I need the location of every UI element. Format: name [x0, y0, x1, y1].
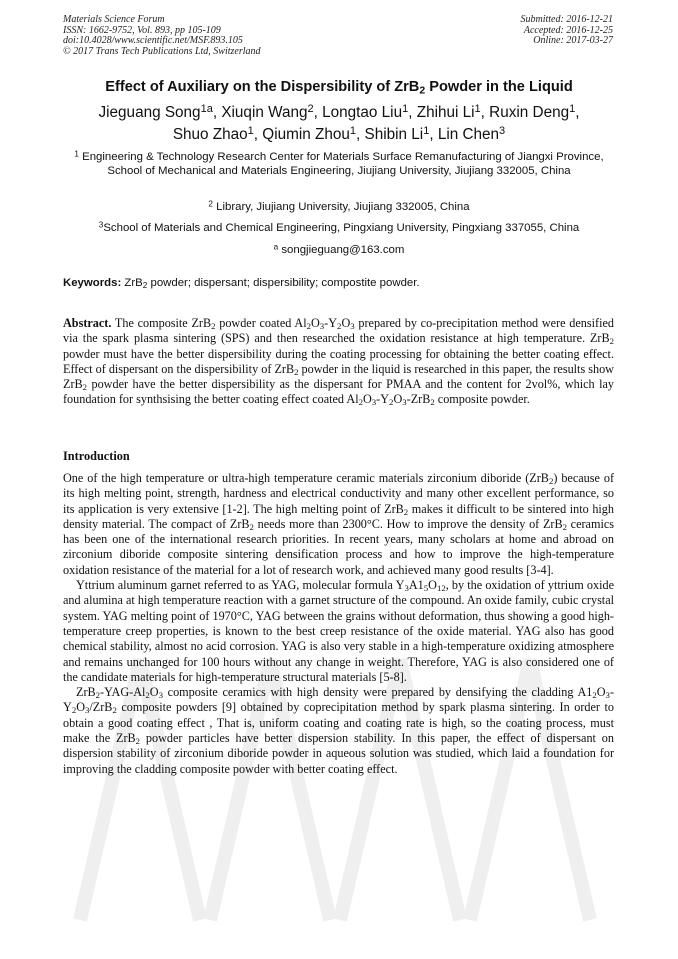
journal-name: Materials Science Forum: [63, 14, 165, 25]
paper-title: Effect of Auxiliary on the Dispersibility of ZrB$_2$ Powder in the Liquid: [105, 79, 573, 97]
author: Xiuqin Wang$^2$: [221, 103, 314, 121]
author: Lin Chen$^3$: [437, 125, 506, 143]
paragraph: One of the high temperature or ultra-high temperature ceramic materials zirconium diboride (ZrB$_2$) because of its high melting point, strength, hardness and electrical conductivity and many other excellent performance, so its application is very extensive [1-2]. The high melting point of ZrB$_2$ makes it difficult to be sintered into high density material. The compact of ZrB$_2$ needs more than 2300°C. How to improve the density of ZrB$_2$ ceramics has been one of the international research priorities. In recent years, many scholars at home and abroad on zirconium diboride composite sintering densification process and how to improve the high-temperature oxidation resistance of the material for a lot of research work, and achieved many good results [3-4].: [63, 471, 615, 577]
author-list: Jieguang Song$^{1a}$, Xiuqin Wang$^2$, Longtao Liu$^1$, Zhihui Li$^1$, Ruxin Deng$^1$, Shuo Zhao$^1$, Qiumin Zhou$^1$, Shibin Li$^1$, Lin Chen$^3$: [98, 103, 580, 143]
author: Ruxin Deng$^1$: [489, 103, 576, 121]
online-date: Online: 2017-03-27: [533, 35, 613, 47]
author: Qiumin Zhou$^1$: [262, 125, 356, 143]
keywords: Keywords: ZrB$_2$ powder; dispersant; dispersibility; compostite powder.: [63, 277, 420, 291]
author: Shuo Zhao$^1$: [172, 125, 254, 143]
author: Longtao Liu$^1$: [322, 103, 409, 121]
abstract-label: Abstract.: [63, 316, 112, 330]
author: Jieguang Song$^{1a}$: [98, 103, 213, 121]
abstract: Abstract. The composite ZrB$_2$ powder coated $Al_2O_3-Y_2O_3$ prepared by co-precipitation method were densified via the spark plasma sintering (SPS) and then researched the oxidation resistance at high temperature. ZrB$_2$ powder must have the better dispersibility during the coating processing for obtaining the better coating effect. Effect of dispersant on the dispersibility of ZrB$_2$ powder in the liquid is researched in this paper, the results show ZrB$_2$ powder have the better dispersibility as the dispersant for PMAA and the content for 2vol%, which lay foundation for synthsising the better coating effect coated $Al_2O_3-Y_2O_3-ZrB_2$ composite powder.: [63, 316, 614, 408]
section-heading-introduction: Introduction: [63, 449, 130, 463]
journal-doi: doi:10.4028/www.scientific.net/MSF.893.105: [63, 35, 243, 47]
journal-info: [63, 15, 261, 57]
affiliation-1: $^1$ Engineering & Technology Research Center for Materials Surface Remanufacturing of Jiangxi Province, School of Mechanical and Materials Engineering, Jiujiang University, Jiujiang 332005, China: [74, 149, 604, 178]
keywords-label: Keywords:: [63, 277, 122, 289]
accepted-date: Accepted: 2016-12-25: [523, 24, 613, 36]
affiliation-2: $^2$ Library, Jiujiang University, Jiujiang 332005, China: [208, 199, 470, 213]
author: Shibin Li$^1$: [364, 125, 430, 143]
author: Zhihui Li$^1$: [416, 103, 481, 121]
submitted-date: Submitted: 2016-12-21: [520, 14, 613, 25]
paragraph: Yttrium aluminum garnet referred to as YAG, molecular formula $Y_3A1_5O_{12}$, by the oxidation of yttrium oxide and alumina at high temperature reaction with a garnet structure of the compound. An oxide family, cubic crystal system. YAG melting point of 1970°C, YAG between the grains without deformation, thus showing a good high-temperature creep properties, is known to the best creep resistance of the oxide material. YAG also has good chemical stability, almost no acid corrosion. YAG is also very stable in a high-temperature oxidizing atmosphere and remains unchanged for 100 hours without any change in weight. Therefore, YAG is also considered one of the candidate materials for high-temperature structural materials [5-8].: [63, 578, 614, 684]
introduction-body: [63, 471, 614, 777]
journal-copyright: © 2017 Trans Tech Publications Ltd, Switzerland: [63, 45, 261, 57]
journal-issn: ISSN: 1662-9752, Vol. 893, pp 105-109: [63, 24, 221, 36]
paragraph: $ZrB_2-YAG-Al_2O_3$ composite ceramics with high density were prepared by densifying the cladding $A1_2O_3-Y_2O_3/ZrB_2$ composite powders [9] obtained by coprecipitation method by spark plasma sintering. In order to obtain a good coating effect , That is, uniform coating and coating rate is high, so the coating process, must make the ZrB$_2$ powder particles have better dispersion stability. In this paper, the effect of dispersant on dispersion stability of zirconium diboride powder in aqueous solution was studied, which laid a foundation for improving the cladding composite powder with better coating effect.: [63, 685, 614, 776]
affiliation-3: $^3$School of Materials and Chemical Engineering, Pingxiang University, Pingxiang 337055, China: [98, 220, 580, 234]
submission-dates: [521, 15, 614, 47]
author-email: $^a$ songjieguang@163.com: [273, 242, 405, 256]
